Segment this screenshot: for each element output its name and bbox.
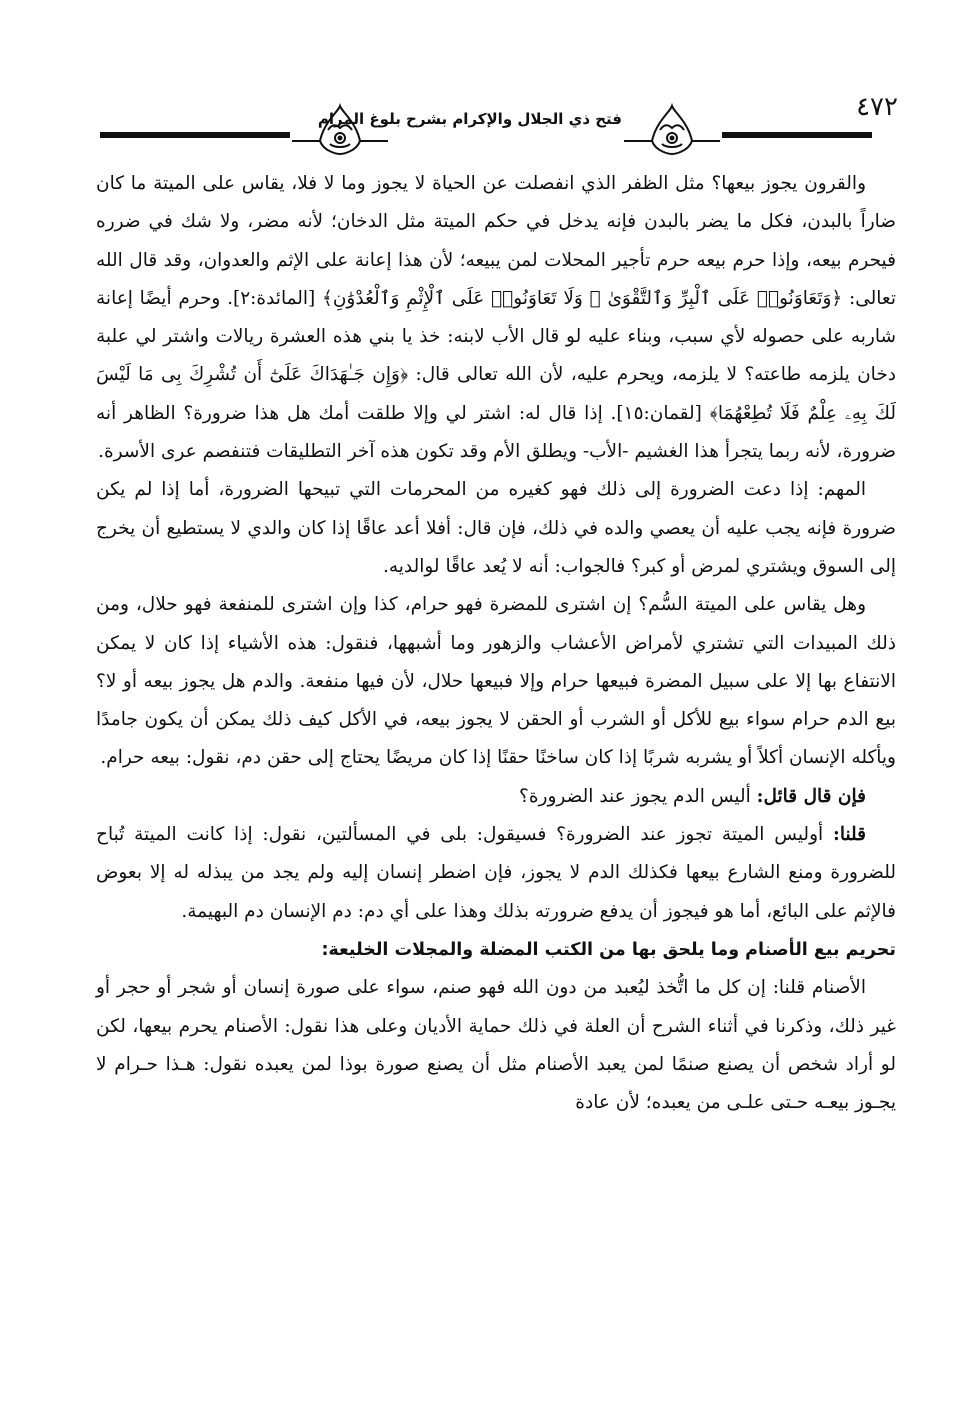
page-header [92, 92, 898, 156]
paragraph-idols: الأصنام قلنا: إن كل ما اتُّخذ ليُعبد من دون الله فهو صنم، سواء على صورة إنسان أو شجر أو حجر أو غير ذلك، وذكرنا في أثناء الشرح أن العلة في ذلك حماية الأديان وعلى هذا نقول: الأصنام يحرم بيعها، لكن لو أراد شخص أن يصنع صنمًا لمن يعبد الأصنام مثل أن يصنع صورة بوذا لمن يعبده نقول: هـذا حـرام لا يجـوز بيعـه حـتى علـى من يعبده؛ لأن عادة [96, 977, 896, 1114]
objection-lead: فإن قال قائل: [756, 785, 866, 807]
paragraph-reply [96, 816, 896, 931]
reply-text: أوليس الميتة تجوز عند الضرورة؟ فسيقول: بلى في المسألتين، نقول: إذا كانت الميتة تُباح للضرورة ومنع الشارع بيعها فكذلك الدم لا يجوز، فإن اضطر إنسان إليه ولم يجد من يبذله له إلا بعوض فالإثم على البائع، أما هو فيجوز أن يدفع ضرورته بذلك وهذا على أي دم: دم الإنسان دم البهيمة. [96, 824, 896, 922]
header-rule-left [100, 132, 290, 138]
page-number: ٤٧٢ [856, 92, 898, 122]
section-heading: تحريم بيع الأصنام وما يلحق بها من الكتب المضلة والمجلات الخليعة: [321, 939, 896, 960]
body-text [96, 165, 896, 1122]
paragraph-objection [96, 778, 896, 816]
header-rule-right [722, 132, 872, 138]
paragraph-necessity: المهم: إذا دعت الضرورة إلى ذلك فهو كغيره من المحرمات التي تبيحها الضرورة، أما إذا لم يكن ضرورة فإنه يجب عليه أن يعصي والده في ذلك، فإن قال: أفلا أعد عاقًا إذا كان والدي لا يستطيع أن يخرج إلى السوق ويشتري لمرض أو كبر؟ فالجواب: أنه لا يُعد عاقًا لوالديه. [96, 479, 896, 577]
paragraph-smoking: والقرون يجوز بيعها؟ مثل الظفر الذي انفصلت عن الحياة لا يجوز وما لا فلا، يقاس على الميتة ما كان ضاراً بالبدن، فكل ما يضر بالبدن فإنه يدخل في حكم الميتة مثل الدخان؛ لأنه مضر، ولا شك في ضرره فيحرم بيعه، وإذا حرم بيعه حرم تأجير المحلات لمن يبيعه؛ لأن هذا إعانة على الإثم والعدوان، وقد قال الله تعالى: ﴿وَتَعَاوَنُوا۟ عَلَى ٱلْبِرِّ وَٱلتَّقْوَىٰ ۖ وَلَا تَعَاوَنُوا۟ عَلَى ٱلْإِثْمِ وَٱلْعُدْوَٰنِ﴾ [المائدة:٢]. وحرم أيضًا إعانة شاربه على حصوله لأي سبب، وبناء عليه لو قال الأب لابنه: خذ يا بني هذه العشرة ريالات واشتر لي علبة دخان يلزمه طاعته؟ لا يلزمه، ويحرم عليه، لأن الله تعالى قال: ﴿وَإِن جَـٰهَدَاكَ عَلَىٰٓ أَن تُشْرِكَ بِى مَا لَيْسَ لَكَ بِهِۦ عِلْمٌ فَلَا تُطِعْهُمَا﴾ [لقمان:١٥]. إذا قال له: اشتر لي وإلا طلقت أمك هل هذا ضرورة؟ الظاهر أنه ضرورة، لأنه ربما يتجرأ هذا الغشيم -الأب- ويطلق الأم وقد تكون هذه آخر التطليقات فتنفصم عرى الأسرة. [96, 173, 897, 463]
paragraph-poison-blood: وهل يقاس على الميتة السُّم؟ إن اشترى للمضرة فهو حرام، كذا وإن اشترى للمنفعة فهو حلال، ومن ذلك المبيدات التي تشتري لأمراض الأعشاب والزهور وما أشبهها، فنقول: هذه الأشياء إذا كان لا يمكن الانتفاع بها إلا على سبيل المضرة فبيعها حرام وإلا فبيعها حلال، لأن فيها منفعة. والدم هل يجوز بيعه أو لا؟ بيع الدم حرام سواء بيع للأكل أو الشرب أو الحقن لا يجوز بيعه، في الأكل كيف ذلك يمكن أن يكون جامدًا ويأكله الإنسان أكلاً أو يشربه شربًا إذا كان ساخنًا حقنًا إذا كان مريضًا يحتاج إلى حقن دم، نقول: بيعه حرام. [96, 594, 896, 769]
running-title: فتح ذي الجلال والإكرام بشرح بلوغ المرام [317, 110, 622, 128]
reply-lead: قلنا: [832, 824, 867, 846]
right-ornament-icon [622, 102, 722, 156]
objection-text: أليس الدم يجوز عند الضرورة؟ [519, 785, 751, 807]
